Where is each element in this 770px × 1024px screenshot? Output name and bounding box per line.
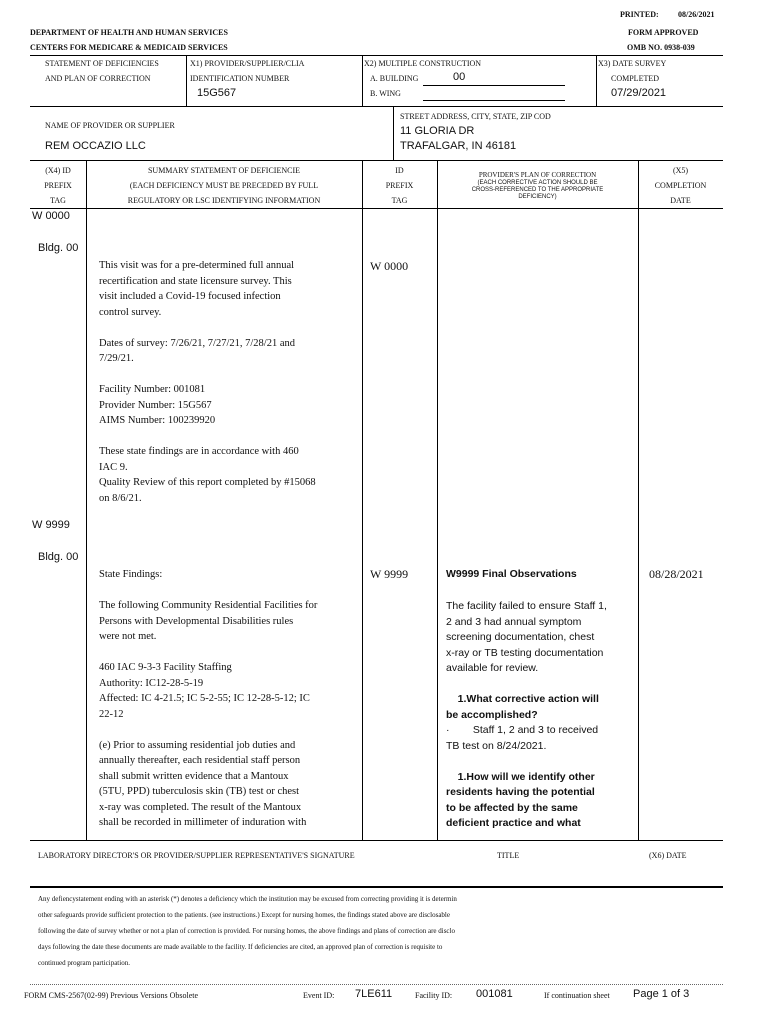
- plan-header-1: PROVIDER'S PLAN OF CORRECTION: [478, 171, 597, 179]
- summary-line: Provider Number: 15G567: [99, 399, 212, 411]
- signature-label: LABORATORY DIRECTOR'S OR PROVIDER/SUPPLIER REPRESENTATIVE'S SIGNATURE: [38, 851, 355, 860]
- summary-line: These state findings are in accordance with 460: [99, 446, 299, 457]
- plan-line: TB test on 8/24/2021.: [446, 739, 547, 752]
- form-approved: FORM APPROVED: [628, 28, 699, 37]
- section2-id-tag: W 9999: [370, 567, 409, 581]
- summary-line: 7/29/21.: [99, 353, 134, 364]
- summary-line: recertification and state licensure survey. This: [99, 275, 292, 287]
- plan-line: x-ray or TB testing documentation: [446, 646, 604, 659]
- disclaimer-line: Any defiencystatement ending with an asterisk (*) denotes a deficiency which the institution may be excused from correcting providing it is determin: [38, 895, 457, 903]
- summary-line: State Findings:: [99, 569, 163, 580]
- event-id-label: Event ID:: [303, 991, 335, 1000]
- building-label: A. BUILDING: [370, 74, 419, 83]
- centers-title: CENTERS FOR MEDICARE & MEDICAID SERVICES: [30, 43, 228, 52]
- facility-id-value: 001081: [476, 988, 513, 1000]
- summary-header-3: REGULATORY OR LSC IDENTIFYING INFORMATION: [127, 196, 321, 205]
- provider-id-value: 15G567: [197, 87, 237, 99]
- event-id-value: 7LE611: [355, 988, 393, 1000]
- address-line-2: TRAFALGAR, IN 46181: [400, 140, 517, 152]
- summary-line: shall submit written evidence that a Mantoux: [99, 770, 289, 782]
- summary-line: Facility Number: 001081: [99, 384, 206, 395]
- plan-title: W9999 Final Observations: [446, 568, 577, 580]
- plan-line: · Staff 1, 2 and 3 to received: [446, 724, 599, 736]
- summary-line: control survey.: [99, 306, 162, 318]
- x4-header-3: TAG: [50, 196, 66, 205]
- plan-line: The facility failed to ensure Staff 1,: [446, 600, 607, 612]
- plan-line: to be affected by the same: [446, 801, 578, 814]
- x6-date-label: (X6) DATE: [649, 851, 687, 860]
- disclaimer-line: continued program participation.: [38, 959, 130, 967]
- summary-line: x-ray was completed. The result of the Mantoux: [99, 801, 302, 813]
- summary-line: Persons with Developmental Disabilities rules: [99, 615, 294, 627]
- plan-line: screening documentation, chest: [446, 631, 595, 643]
- summary-line: Dates of survey: 7/26/21, 7/27/21, 7/28/21 and: [99, 337, 295, 349]
- survey-date-value: 07/29/2021: [611, 87, 667, 99]
- disclaimer-line: days following the date these documents are made available to the facility. If deficiencies are cited, an approved plan of correction is requisite to: [38, 943, 443, 951]
- provider-name-value: REM OCCAZIO LLC: [45, 140, 146, 152]
- printed-label: PRINTED:: [620, 10, 659, 19]
- omb-number: OMB NO. 0938-039: [627, 43, 695, 52]
- plan-line: 2 and 3 had annual symptom: [446, 615, 582, 628]
- x3-label-2: COMPLETED: [611, 74, 659, 83]
- x5-header-1: (X5): [672, 166, 689, 175]
- title-label: TITLE: [497, 851, 520, 860]
- continuation-label: If continuation sheet: [544, 991, 610, 1000]
- plan-header-2: (EACH CORRECTIVE ACTION SHOULD BE: [477, 180, 598, 186]
- section2-tag: W 9999: [32, 519, 70, 531]
- summary-header-1: SUMMARY STATEMENT OF DEFICIENCIE: [147, 166, 301, 175]
- plan-line: 1.What corrective action will: [446, 693, 599, 705]
- summary-line: shall be recorded in millimeter of induration with: [99, 817, 307, 828]
- plan-line: deficient practice and what: [446, 817, 581, 829]
- plan-line: 1.How will we identify other: [446, 770, 595, 783]
- wing-label: B. WING: [370, 89, 401, 98]
- id-header-3: TAG: [391, 196, 408, 205]
- address-label: STREET ADDRESS, CITY, STATE, ZIP COD: [400, 112, 551, 121]
- dept-title: DEPARTMENT OF HEALTH AND HUMAN SERVICES: [30, 28, 228, 37]
- summary-line: were not met.: [99, 631, 157, 642]
- disclaimer-line: following the date of survey whether or not a plan of correction is provided. For nursing homes, the above findings and plans of correction are disclo: [38, 927, 455, 935]
- page-number: Page 1 of 3: [633, 988, 690, 1000]
- summary-line: 22-12: [99, 708, 124, 720]
- x3-label-1: X3) DATE SURVEY: [598, 59, 667, 68]
- printed-date: 08/26/2021: [678, 10, 715, 19]
- x1-label-1: X1) PROVIDER/SUPPLIER/CLIA: [190, 59, 305, 68]
- form-number: FORM CMS-2567(02-99) Previous Versions Obsolete: [24, 991, 199, 1000]
- plan-line: available for review.: [446, 662, 539, 674]
- summary-line: on 8/6/21.: [99, 492, 142, 504]
- plan-header-3: CROSS-REFERENCED TO THE APPROPRIATE: [471, 187, 604, 193]
- building-value: 00: [453, 71, 466, 83]
- x2-label: X2) MULTIPLE CONSTRUCTION: [364, 59, 482, 68]
- summary-line: annually thereafter, each residential staff person: [99, 755, 301, 766]
- summary-header-2: (EACH DEFICIENCY MUST BE PRECEDED BY FULL: [129, 181, 319, 190]
- summary-line: AIMS Number: 100239920: [99, 415, 216, 426]
- summary-line: Affected: IC 4-21.5; IC 5-2-55; IC 12-28-5-12; IC: [99, 693, 310, 704]
- x1-label-2: IDENTIFICATION NUMBER: [190, 74, 290, 83]
- disclaimer-line: other safeguards provide sufficient protection to the patients. (see instructions.) Except for nursing homes, the findings stated above are disclosable: [38, 911, 450, 919]
- x4-header-1: (X4) ID: [45, 166, 71, 175]
- summary-line: 460 IAC 9-3-3 Facility Staffing: [99, 662, 232, 673]
- plan-line: residents having the potential: [446, 786, 595, 798]
- section2-bldg: Bldg. 00: [38, 551, 79, 563]
- address-line-1: 11 GLORIA DR: [400, 125, 475, 137]
- facility-id-label: Facility ID:: [415, 991, 453, 1000]
- section1-tag: W 0000: [32, 210, 70, 222]
- statement-label-1: STATEMENT OF DEFICIENCIES: [45, 59, 159, 68]
- x5-header-2: COMPLETION: [654, 181, 707, 190]
- provider-name-label: NAME OF PROVIDER OR SUPPLIER: [45, 121, 175, 130]
- summary-line: Quality Review of this report completed by #15068: [99, 477, 316, 488]
- summary-line: IAC 9.: [99, 461, 128, 473]
- summary-line: visit included a Covid-19 focused infection: [99, 291, 281, 302]
- section1-bldg: Bldg. 00: [38, 242, 79, 254]
- x4-header-2: PREFIX: [44, 181, 72, 190]
- plan-header-4: DEFICIENCY): [518, 194, 557, 200]
- x5-header-3: DATE: [670, 196, 691, 205]
- summary-line: (5TU, PPD) tuberculosis skin (TB) test or chest: [99, 786, 300, 797]
- summary-line: This visit was for a pre-determined full annual: [99, 260, 295, 271]
- section1-id-tag: W 0000: [370, 259, 409, 273]
- statement-label-2: AND PLAN OF CORRECTION: [45, 74, 151, 83]
- summary-line: The following Community Residential Facilities for: [99, 600, 318, 611]
- plan-line: be accomplished?: [446, 708, 538, 721]
- id-header-2: PREFIX: [385, 181, 414, 190]
- section2-completion-date: 08/28/2021: [649, 567, 704, 581]
- summary-line: Authority: IC12-28-5-19: [99, 677, 204, 689]
- id-header-1: ID: [395, 166, 404, 175]
- summary-line: (e) Prior to assuming residential job duties and: [99, 739, 296, 751]
